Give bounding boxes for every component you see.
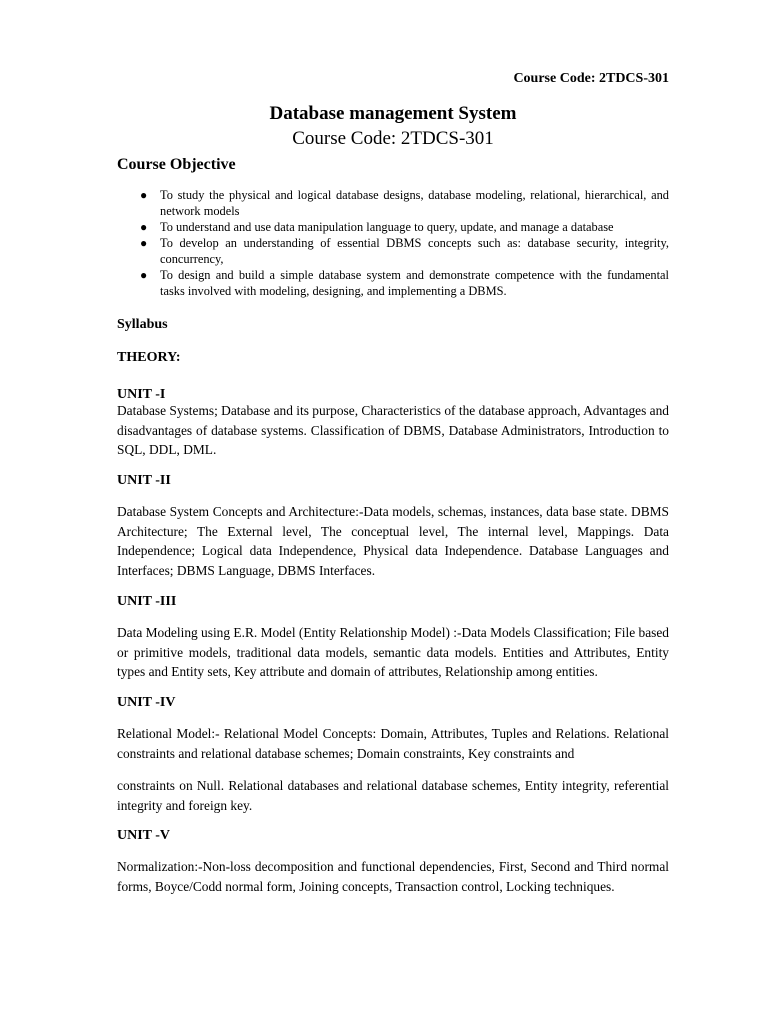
syllabus-label: Syllabus xyxy=(117,317,168,332)
unit-2-text: Database System Concepts and Architecture:-Data models, schemas, instances, data base state. DBMS Architecture; The External level, The conceptual level, The internal level, Mappings. Data Independence; Logical data Independence, Physical data Independence. Database Languages and Interfaces; DBMS Language, DBMS Interfaces. xyxy=(117,504,669,578)
unit-4-title: UNIT -IV xyxy=(117,695,176,710)
objective-text: To develop an understanding of essential DBMS concepts such as: database security, integrity, concurrency, xyxy=(160,236,669,266)
objective-text: To study the physical and logical database designs, database modeling, relational, hierarchical, and network models xyxy=(160,188,669,218)
unit-3-text: Data Modeling using E.R. Model (Entity Relationship Model) :-Data Models Classification; File based or primitive models, traditional data models, semantic data models. Entities and Attributes, Entity types and Entity sets, Key attribute and domain of attributes, Relationship among entities. xyxy=(117,625,669,680)
unit-1-text: Database Systems; Database and its purpose, Characteristics of the database approach, Advantages and disadvantages of database systems. Classification of DBMS, Database Administrators, Introduction to SQL, DDL, DML. xyxy=(117,403,669,458)
objective-item xyxy=(117,219,669,235)
objective-list xyxy=(117,187,669,299)
bullet-icon: ● xyxy=(140,268,148,282)
objective-item xyxy=(117,267,669,299)
document-title: Database management System xyxy=(269,103,517,124)
objective-item xyxy=(117,235,669,267)
unit-5-text: Normalization:-Non-loss decomposition and functional dependencies, First, Second and Third normal forms, Boyce/Codd normal form, Joining concepts, Transaction control, Locking techniques. xyxy=(117,859,669,894)
unit-4-text: Relational Model:- Relational Model Concepts: Domain, Attributes, Tuples and Relations. Relational constraints and relational database schemes; Domain constraints, Key constraints and xyxy=(117,726,669,761)
course-code-header: Course Code: 2TDCS-301 xyxy=(513,71,669,86)
objective-item xyxy=(117,187,669,219)
objective-text: To design and build a simple database system and demonstrate competence with the fundamental tasks involved with modeling, designing, and implementing a DBMS. xyxy=(160,268,669,298)
unit-4-text-continued: constraints on Null. Relational databases and relational database schemes, Entity integrity, referential integrity and foreign key. xyxy=(117,778,669,813)
document-subtitle: Course Code: 2TDCS-301 xyxy=(292,128,494,149)
unit-5-title: UNIT -V xyxy=(117,828,171,843)
bullet-icon: ● xyxy=(140,236,148,250)
bullet-icon: ● xyxy=(140,188,148,202)
course-objective-heading: Course Objective xyxy=(117,156,236,173)
unit-2-title: UNIT -II xyxy=(117,473,171,488)
objective-text: To understand and use data manipulation language to query, update, and manage a database xyxy=(160,220,614,234)
unit-3-title: UNIT -III xyxy=(117,594,177,609)
unit-1-title: UNIT -I xyxy=(117,387,166,402)
theory-label: THEORY: xyxy=(117,350,181,365)
bullet-icon: ● xyxy=(140,220,148,234)
